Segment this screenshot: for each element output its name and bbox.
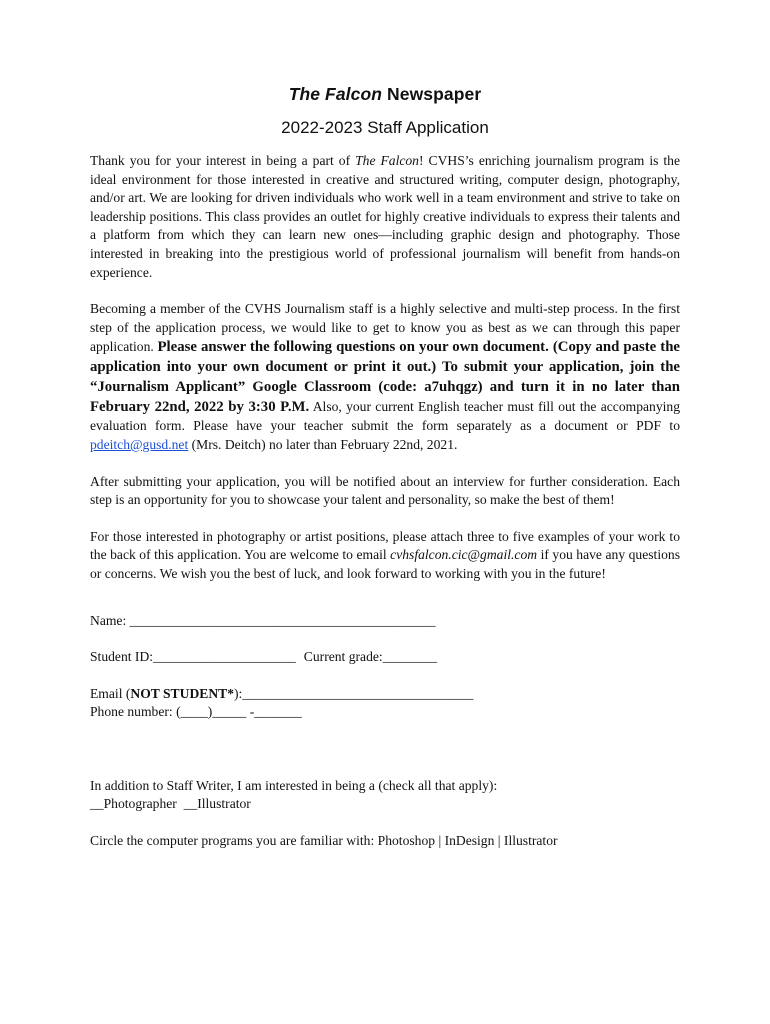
interview-paragraph: After submitting your application, you will be notified about an interview for further consideration. Each step is an opportunity for you to showcase your talent and personality, so make the best of them! — [90, 473, 680, 508]
interest-question: In addition to Staff Writer, I am interested in being a (check all that apply): — [90, 777, 498, 793]
email-label-a: Email ( — [90, 685, 131, 701]
name-field[interactable]: Name: _____________________________________________ — [90, 612, 436, 628]
process-text-a: Becoming a member of the CVHS Journalism staff is a highly selective and multi-step process. In the first step of the application process, we would like to get to know you as best as we can through this paper application. — [90, 301, 680, 355]
intro-text-a: Thank you for your interest in being a part of — [90, 153, 356, 168]
process-text-c: (Mrs. Deitch) no later than February 22nd, 2021. — [188, 436, 458, 452]
email-field[interactable] — [90, 685, 680, 704]
process-text-b: Also, your current English teacher must fill out the accompanying evaluation form. Please have your teacher submit the form separately as a document or PDF to — [90, 399, 680, 434]
email-label-b: ):__________________________________ — [234, 685, 474, 701]
id-grade-row — [90, 648, 680, 667]
email-label-bold: NOT STUDENT* — [130, 685, 235, 701]
phone-field[interactable]: Phone number: (____)_____ -_______ — [90, 704, 302, 720]
intro-text-b: ! CVHS’s enriching journalism program is the ideal environment for those interested in creative and structured writing, computer design, photography, and/or art. We are looking for driven individuals who work well in a team environment and strive to take on leadership positions. This class provides an outlet for highly creative individuals to express their talents and a platform from which they can learn new ones—including graphic design and photography. Those interested in breaking into the prestigious world of professional journalism will benefit from hands-on experience. — [90, 153, 680, 280]
page-subtitle: 2022-2023 Staff Application — [281, 118, 489, 137]
teacher-email-link[interactable]: pdeitch@gusd.net — [90, 436, 189, 452]
current-grade-field[interactable]: Current grade:________ — [303, 649, 438, 665]
intro-italic-name: The Falcon — [355, 153, 419, 168]
process-instructions-bold: Please answer the following questions on your own document. (Copy and paste the application into your own document or print it out.) To submit your application, join the “Journalism Applicant” Google Classroom (code: a7uhqgz) and turn it in no later than February 22nd, 2022 by 3:30 P.M. — [90, 339, 680, 416]
title-rest: Newspaper — [382, 84, 482, 104]
intro-paragraph — [90, 152, 680, 282]
falcon-email: cvhsfalcon.cic@gmail.com — [390, 547, 538, 563]
portfolio-paragraph — [90, 528, 680, 584]
process-paragraph — [90, 300, 680, 454]
programs-question[interactable]: Circle the computer programs you are familiar with: Photoshop | InDesign | Illustrator — [90, 833, 558, 849]
student-id-field[interactable]: Student ID:_____________________ — [90, 649, 296, 665]
page-title — [90, 84, 680, 105]
portfolio-text-a: For those interested in photography or artist positions, please attach three to five examples of your work to the back of this application. You are welcome to email — [90, 528, 680, 563]
interest-options[interactable]: __Photographer __Illustrator — [90, 796, 251, 812]
portfolio-text-b: if you have any questions or concerns. We wish you the best of luck, and look forward to working with you in the future! — [90, 547, 680, 581]
title-italic: The Falcon — [288, 84, 383, 104]
